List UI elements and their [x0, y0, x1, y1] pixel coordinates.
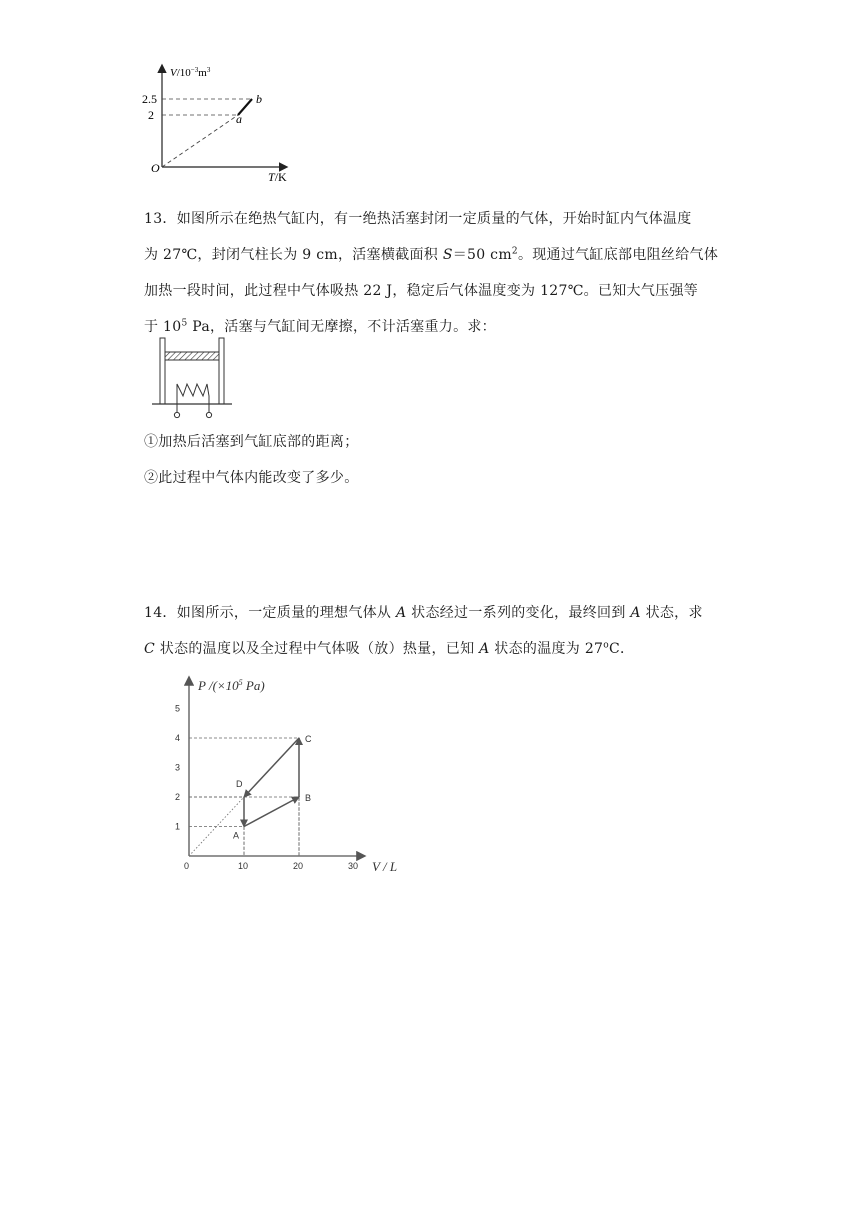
- pv-y-tick-5: 5: [175, 703, 181, 714]
- cylinder-figure: [148, 334, 238, 426]
- q13-line-2: 为 27℃，封闭气柱长为 9 cm，活塞横截面积 S＝50 $cm^2$。现通过气缸底部电阻丝给气体: [144, 246, 719, 263]
- pv-graph: [164, 672, 414, 882]
- pv-segment-cd: [244, 738, 299, 797]
- pv-y-tick-4: 4: [175, 733, 181, 743]
- vt-point-b: b: [256, 92, 262, 106]
- pv-origin: 0: [184, 861, 190, 871]
- pv-cycle: [244, 738, 299, 827]
- vt-y-label: $V/10^{-3}m^3$: [170, 66, 211, 79]
- pv-y-tick-3: 3: [175, 762, 181, 773]
- q13-subquestion-1: ①加热后活塞到气缸底部的距离；: [144, 434, 359, 450]
- pv-x-tick-30: 30: [348, 861, 359, 871]
- vt-point-a: a: [236, 112, 242, 126]
- pv-x-tick-20: 20: [293, 861, 304, 871]
- q14-line-2: C 状态的温度以及全过程中气体吸（放）热量，已知 A 状态的温度为 27$^o$C．: [144, 640, 635, 657]
- pv-y-tick-2: 2: [175, 792, 181, 802]
- q13-line-4: 于 $10^5$ Pa，活塞与气缸间无摩擦，不计活塞重力。求：: [144, 318, 496, 335]
- vt-tick-2-5: 2.5: [142, 92, 157, 106]
- pv-segment-ab: [244, 797, 299, 827]
- pv-y-tick-1: 1: [175, 821, 181, 832]
- vt-origin: O: [151, 161, 160, 175]
- cylinder-left-wall: [160, 338, 165, 404]
- pv-point-a: A: [233, 830, 240, 841]
- pv-x-label: V / L: [372, 859, 398, 874]
- vt-graph: [140, 60, 300, 185]
- cylinder-right-wall: [219, 338, 224, 404]
- pv-x-tick-10: 10: [238, 861, 249, 871]
- pv-y-label: P $/(\times 10^5$ Pa): [198, 678, 265, 693]
- q13-subquestion-2: ②此过程中气体内能改变了多少。: [144, 470, 359, 486]
- pv-y-ticks: [175, 704, 180, 832]
- vt-tick-2: 2: [148, 108, 154, 122]
- terminal-right: [206, 412, 211, 417]
- q13-line-3: 加热一段时间，此过程中气体吸热 22 J，稳定后气体温度变为 127℃。已知大气压强等: [144, 283, 699, 299]
- pv-point-labels: [233, 734, 312, 841]
- heating-wire: [177, 384, 209, 412]
- piston: [165, 352, 219, 360]
- q13-line-1: 13．如图所示在绝热气缸内，有一绝热活塞封闭一定质量的气体，开始时缸内气体温度: [144, 211, 692, 227]
- vt-dashed-origin-line: [162, 115, 238, 167]
- pv-point-b: B: [305, 793, 312, 803]
- pv-point-c: C: [305, 734, 312, 744]
- terminal-left: [174, 412, 179, 417]
- q14-line-1: 14．如图所示，一定质量的理想气体从 A 状态经过一系列的变化，最终回到 A 状态，求: [144, 605, 703, 621]
- pv-x-ticks: [238, 861, 358, 871]
- pv-point-d: D: [236, 779, 243, 789]
- vt-x-label: T/K: [268, 170, 287, 184]
